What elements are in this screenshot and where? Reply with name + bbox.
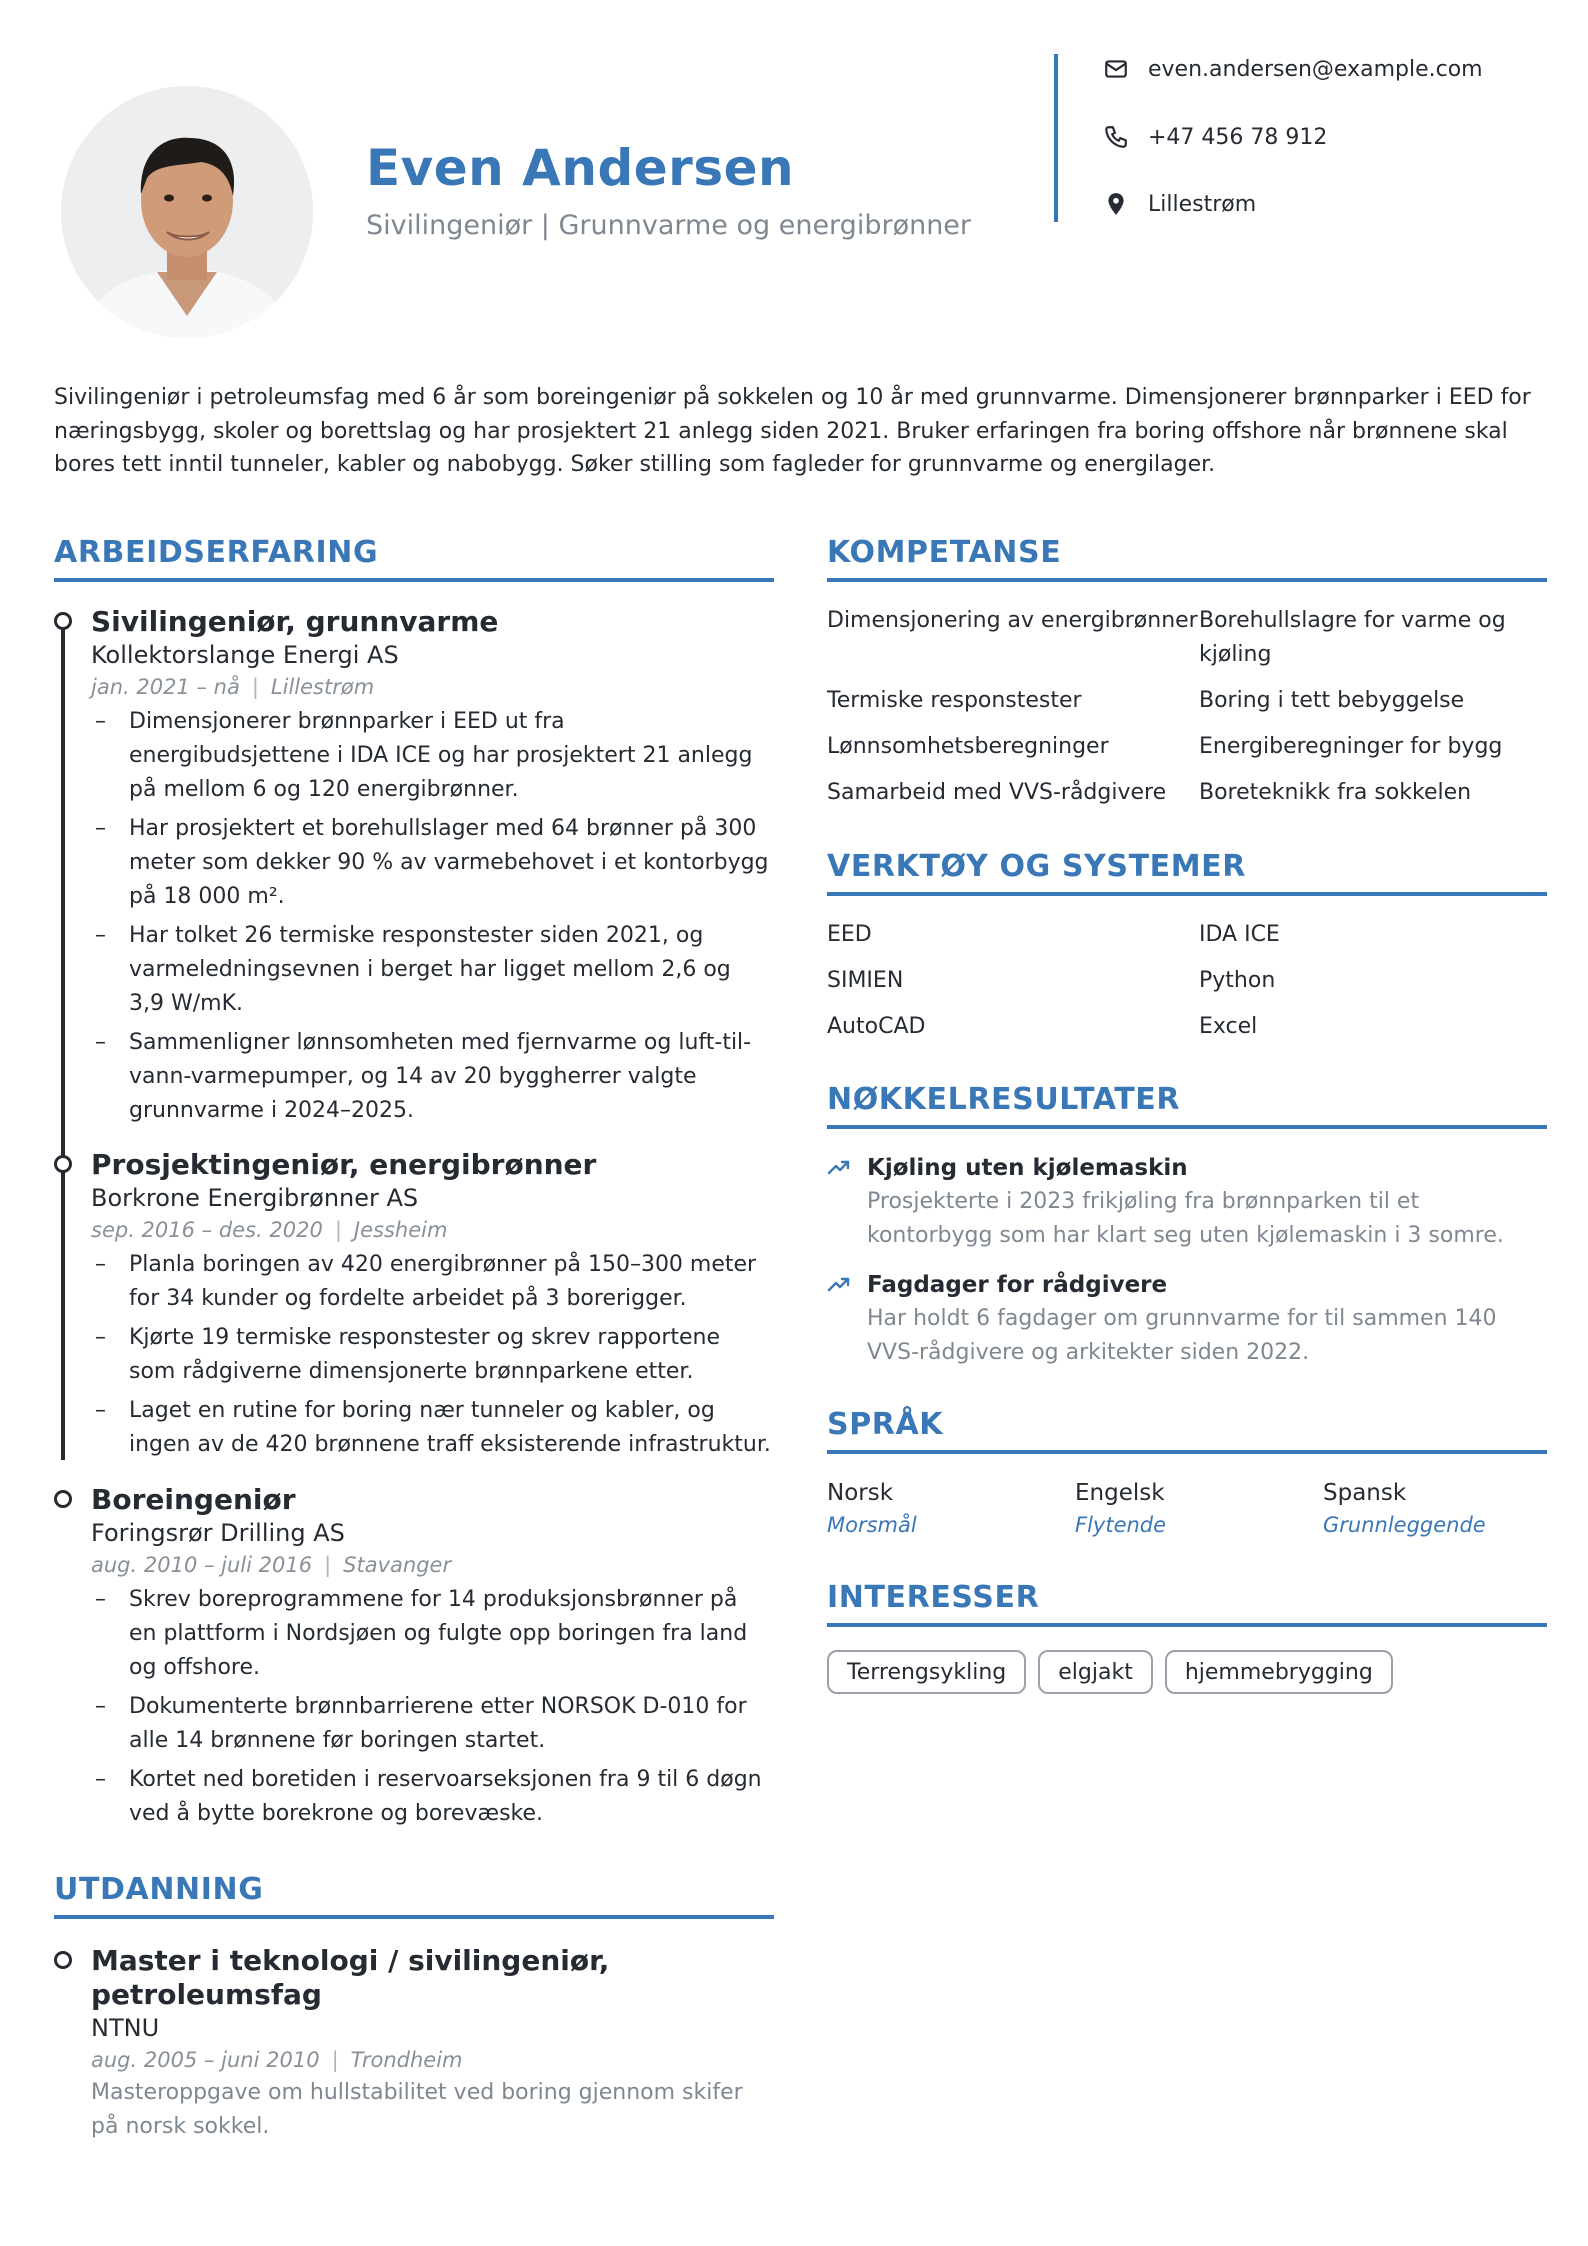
job-title: Sivilingeniør, grunnvarme <box>91 605 499 638</box>
language-item <box>1323 1477 1486 1541</box>
timeline-dot <box>54 612 72 630</box>
result-item <box>827 1151 1547 1253</box>
job-bullet: – Kortet ned boretiden i reservoarseksjonen fra 9 til 6 døgn ved å bytte borekrone og borevæske. <box>91 1763 771 1831</box>
tools-list <box>827 918 1547 1044</box>
timeline-dot <box>54 1490 72 1508</box>
education-meta: aug. 2005 – juni 2010 | Trondheim <box>91 2048 463 2072</box>
timeline-dot <box>54 1951 72 1969</box>
competence-item: Boreteknikk fra sokkelen <box>1199 780 1472 805</box>
language-level: Flytende <box>1075 1513 1167 1537</box>
languages-heading: SPRÅK <box>827 1407 944 1442</box>
result-description: Prosjekterte i 2023 frikjøling fra brønnparken til et kontorbygg som har klart seg uten kjølemaskin i 3 somre. <box>867 1189 1504 1248</box>
job-location: Jessheim <box>353 1218 448 1242</box>
job-bullet: – Dokumenterte brønnbarrierene etter NORSOK D-010 for alle 14 brønnene før boringen startet. <box>91 1690 771 1758</box>
job-bullets <box>91 1583 771 1831</box>
profile-photo-illustration <box>61 86 313 338</box>
result-description: Har holdt 6 fagdager om grunnvarme for til sammen 140 VVS-rådgivere og arkitekter siden 2022. <box>867 1306 1497 1365</box>
competence-list <box>827 604 1547 810</box>
language-name: Engelsk <box>1075 1480 1165 1506</box>
competence-item: Energiberegninger for bygg <box>1199 734 1503 759</box>
competence-heading: KOMPETANSE <box>827 535 1062 570</box>
language-name: Spansk <box>1323 1480 1407 1506</box>
mail-icon <box>1102 55 1130 83</box>
competence-item: Boring i tett bebyggelse <box>1199 688 1465 713</box>
job-bullet: – Dimensjonerer brønnparker i EED ut fra energibudsjettene i IDA ICE og har prosjektert 21 anlegg på mellom 6 og 120 energibrønner. <box>91 705 771 807</box>
job-location: Stavanger <box>343 1553 452 1577</box>
language-name: Norsk <box>827 1480 894 1506</box>
education-school: NTNU <box>91 2014 160 2042</box>
tool-item: SIMIEN <box>827 968 904 993</box>
tools-rule <box>827 892 1547 896</box>
job-bullets <box>91 1248 771 1462</box>
map-pin-icon <box>1102 190 1130 218</box>
job-bullet: – Laget en rutine for boring nær tunneler og kabler, og ingen av de 420 brønnene traff eksisterende infrastruktur. <box>91 1394 771 1462</box>
job-title: Prosjektingeniør, energibrønner <box>91 1148 597 1181</box>
education-heading: UTDANNING <box>54 1872 264 1907</box>
result-title: Kjøling uten kjølemaskin <box>867 1155 1188 1181</box>
interest-tag: Terrengsykling <box>827 1650 1026 1694</box>
competence-item: Samarbeid med VVS-rådgivere <box>827 780 1167 805</box>
interest-tag: hjemmebrygging <box>1165 1650 1393 1694</box>
result-header <box>827 1151 1547 1185</box>
language-level: Grunnleggende <box>1323 1513 1486 1537</box>
job-bullet: – Planla boringen av 420 energibrønner på 150–300 meter for 34 kunder og fordelte arbeidet på 3 borerigger. <box>91 1248 771 1316</box>
email-text[interactable]: even.andersen@example.com <box>1148 56 1483 82</box>
language-item <box>1075 1477 1166 1541</box>
tool-item: IDA ICE <box>1199 922 1280 947</box>
job-period: jan. 2021 – nå <box>91 675 240 699</box>
job-bullet: – Skrev boreprogrammene for 14 produksjonsbrønner på en plattform i Nordsjøen og fulgte opp boringen fra land og offshore. <box>91 1583 771 1685</box>
job-entry <box>91 1483 771 1836</box>
phone-icon <box>1102 123 1130 151</box>
job-company: Foringsrør Drilling AS <box>91 1519 345 1547</box>
candidate-name: Even Andersen <box>366 139 795 197</box>
contact-email[interactable] <box>1102 55 1483 83</box>
contact-divider <box>1054 54 1058 222</box>
job-company: Kollektorslange Energi AS <box>91 641 399 669</box>
interest-tag: elgjakt <box>1038 1650 1153 1694</box>
job-company: Borkrone Energibrønner AS <box>91 1184 419 1212</box>
language-item <box>827 1477 917 1541</box>
tool-item: EED <box>827 922 872 947</box>
education-description: Masteroppgave om hullstabilitet ved boring gjennom skifer på norsk sokkel. <box>91 2080 743 2139</box>
results-heading: NØKKELRESULTATER <box>827 1082 1181 1117</box>
job-bullet: – Kjørte 19 termiske responstester og skrev rapportene som rådgiverne dimensjonerte brønnparkene etter. <box>91 1321 771 1389</box>
contact-location <box>1102 190 1256 218</box>
job-period: aug. 2010 – juli 2016 <box>91 1553 313 1577</box>
competence-item: Borehullslagre for varme og kjøling <box>1199 608 1506 667</box>
job-bullet: – Har prosjektert et borehullslager med 64 brønner på 300 meter som dekker 90 % av varmebehovet i et kontorbygg på 18 000 m². <box>91 812 771 914</box>
competence-item: Dimensjonering av energibrønner <box>827 608 1198 633</box>
profile-photo <box>61 86 313 338</box>
education-location: Trondheim <box>350 2048 463 2072</box>
tools-heading: VERKTØY OG SYSTEMER <box>827 849 1246 884</box>
timeline-line <box>61 620 65 1460</box>
languages-rule <box>827 1450 1547 1454</box>
tool-item: AutoCAD <box>827 1014 926 1039</box>
timeline-dot <box>54 1155 72 1173</box>
job-bullets <box>91 705 771 1128</box>
job-location: Lillestrøm <box>270 675 375 699</box>
result-item <box>827 1268 1547 1370</box>
job-bullet: – Sammenligner lønnsomheten med fjernvarme og luft-til-vann-varmepumper, og 14 av 20 byggherrer valgte grunnvarme i 2024–2025. <box>91 1026 771 1128</box>
interests-rule <box>827 1623 1547 1627</box>
job-entry <box>91 605 771 1133</box>
education-degree: Master i teknologi / sivilingeniør, petroleumsfag <box>91 1944 610 2011</box>
experience-rule <box>54 578 774 582</box>
language-level: Morsmål <box>827 1513 917 1537</box>
competence-item: Lønnsomhetsberegninger <box>827 734 1109 759</box>
job-meta: aug. 2010 – juli 2016 | Stavanger <box>91 1553 452 1577</box>
phone-text[interactable]: +47 456 78 912 <box>1148 124 1328 150</box>
contact-phone[interactable] <box>1102 123 1327 151</box>
tool-item: Python <box>1199 968 1276 993</box>
trending-up-icon <box>827 1155 853 1181</box>
result-header <box>827 1268 1547 1302</box>
interests-heading: INTERESSER <box>827 1580 1040 1615</box>
result-title: Fagdager for rådgivere <box>867 1272 1168 1298</box>
job-entry <box>91 1148 771 1467</box>
job-bullet: – Har tolket 26 termiske responstester siden 2021, og varmeledningsevnen i berget har ligget mellom 2,6 og 3,9 W/mK. <box>91 919 771 1021</box>
candidate-subtitle: Sivilingeniør | Grunnvarme og energibrønner <box>366 210 972 241</box>
location-text: Lillestrøm <box>1148 191 1257 217</box>
job-period: sep. 2016 – des. 2020 <box>91 1218 323 1242</box>
job-title: Boreingeniør <box>91 1483 296 1516</box>
competence-rule <box>827 578 1547 582</box>
tool-item: Excel <box>1199 1014 1258 1039</box>
results-rule <box>827 1125 1547 1129</box>
trending-up-icon <box>827 1272 853 1298</box>
interest-tags <box>827 1650 1393 1694</box>
competence-item: Termiske responstester <box>827 688 1082 713</box>
job-meta: jan. 2021 – nå | Lillestrøm <box>91 675 375 699</box>
job-meta: sep. 2016 – des. 2020 | Jessheim <box>91 1218 448 1242</box>
education-period: aug. 2005 – juni 2010 <box>91 2048 320 2072</box>
education-entry <box>91 1944 771 2144</box>
profile-summary: Sivilingeniør i petroleumsfag med 6 år som boreingeniør på sokkelen og 10 år med grunnvarme. Dimensjonerer brønnparker i EED for næringsbygg, skoler og borettslag og har prosjektert 21 anlegg siden 2021. Bruker erfaringen fra boring offshore når brønnene skal bores tett inntil tunneler, kabler og nabobygg. Søker stilling som fagleder for grunnvarme og energilager. <box>54 385 1531 477</box>
experience-heading: ARBEIDSERFARING <box>54 535 379 570</box>
education-rule <box>54 1915 774 1919</box>
